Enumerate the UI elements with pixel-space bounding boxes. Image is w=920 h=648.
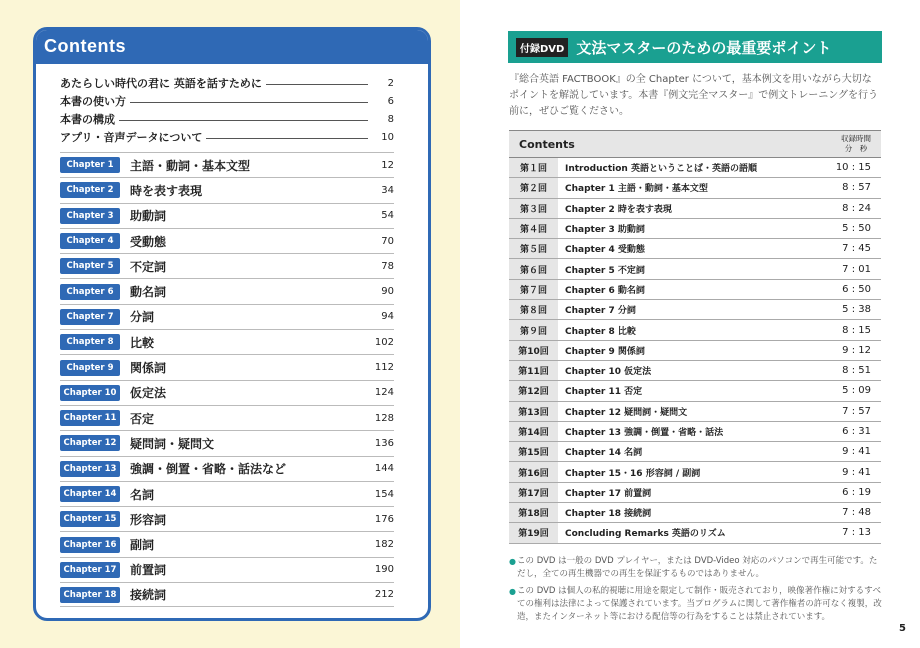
chapter-badge: Chapter 2 xyxy=(60,182,120,198)
chapter-page: 94 xyxy=(381,311,394,323)
chapter-title: 強調・倒置・省略・話法など xyxy=(130,462,287,477)
table-row[interactable] xyxy=(509,300,881,320)
chapter-row[interactable] xyxy=(60,203,394,228)
table-row[interactable] xyxy=(509,381,881,401)
episode-title: Introduction 英語ということば・英語の語順 xyxy=(565,164,757,175)
chapter-title: 時を表す表現 xyxy=(130,183,203,198)
chapter-page: 34 xyxy=(381,184,394,196)
chapter-page: 112 xyxy=(374,362,394,374)
episode-title: Chapter 2 時を表す表現 xyxy=(565,204,672,215)
chapter-title: 分詞 xyxy=(130,310,155,325)
episode-time: 8 : 51 xyxy=(842,365,871,377)
intro-item[interactable]: あたらしい時代の君に 英語を話すために 2 xyxy=(60,77,394,90)
dvd-title: 文法マスターのための最重要ポイント xyxy=(576,38,832,57)
contents-heading: Contents xyxy=(36,30,428,64)
episode-time: 7 : 13 xyxy=(842,527,871,539)
episode-number: 第３回 xyxy=(509,199,559,218)
episode-number: 第14回 xyxy=(509,422,559,441)
chapter-title: 関係詞 xyxy=(130,361,167,376)
chapter-title: 疑問詞・疑問文 xyxy=(130,436,215,451)
chapter-title: 名詞 xyxy=(130,487,155,502)
table-row[interactable] xyxy=(509,361,881,381)
chapter-page: 190 xyxy=(374,564,394,576)
table-row[interactable] xyxy=(509,280,881,300)
chapter-page: 90 xyxy=(381,286,394,298)
contents-card xyxy=(33,27,431,621)
episode-number: 第11回 xyxy=(509,361,559,380)
bullet-icon: ● xyxy=(509,587,516,596)
table-header xyxy=(509,130,881,158)
episode-title: Chapter 5 不定詞 xyxy=(565,265,645,276)
chapter-row[interactable] xyxy=(60,506,394,531)
chapter-title: 比較 xyxy=(130,335,155,350)
episode-number: 第４回 xyxy=(509,219,559,238)
episode-title: Chapter 11 否定 xyxy=(565,387,643,398)
chapter-badge: Chapter 1 xyxy=(60,157,120,173)
chapter-title: 形容詞 xyxy=(130,512,167,527)
chapter-page: 136 xyxy=(374,437,394,449)
episode-title: Chapter 12 疑問詞・疑問文 xyxy=(565,407,688,418)
table-row[interactable] xyxy=(509,422,881,442)
episode-time: 6 : 19 xyxy=(842,486,871,498)
chapter-row[interactable] xyxy=(60,557,394,582)
chapter-title: 副詞 xyxy=(130,538,155,553)
page-number: 5 xyxy=(899,623,906,634)
intro-item[interactable]: 本書の使い方 6 xyxy=(60,95,394,108)
episode-time: 5 : 38 xyxy=(842,304,871,316)
episode-title: Chapter 8 比較 xyxy=(565,326,636,337)
bullet-icon: ● xyxy=(509,557,516,566)
table-row[interactable] xyxy=(509,523,881,543)
episode-number: 第７回 xyxy=(509,280,559,299)
episode-time: 5 : 50 xyxy=(842,223,871,235)
chapter-badge: Chapter 3 xyxy=(60,208,120,224)
episode-number: 第18回 xyxy=(509,503,559,522)
chapter-row[interactable] xyxy=(60,354,394,379)
episode-title: Chapter 17 前置詞 xyxy=(565,488,652,499)
episode-title: Chapter 6 動名詞 xyxy=(565,285,645,296)
table-row[interactable] xyxy=(509,239,881,259)
episode-time: 8 : 15 xyxy=(842,324,871,336)
episode-number: 第５回 xyxy=(509,239,559,258)
chapter-list xyxy=(60,152,394,607)
chapter-row[interactable] xyxy=(60,152,394,177)
episode-number: 第９回 xyxy=(509,320,559,339)
dvd-notes xyxy=(509,555,883,628)
chapter-page: 54 xyxy=(381,210,394,222)
episode-number: 第６回 xyxy=(509,259,559,278)
episode-title: Chapter 4 受動態 xyxy=(565,245,645,256)
episode-number: 第19回 xyxy=(509,523,559,542)
intro-item[interactable]: アプリ・音声データについて 10 xyxy=(60,131,394,144)
table-header-title: Contents xyxy=(519,137,575,151)
chapter-title: 否定 xyxy=(130,411,155,426)
dvd-title-bar xyxy=(508,31,882,63)
chapter-badge: Chapter 7 xyxy=(60,309,120,325)
chapter-badge: Chapter 8 xyxy=(60,334,120,350)
episode-title: Chapter 18 接続詞 xyxy=(565,509,652,520)
table-row[interactable] xyxy=(509,483,881,503)
episode-number: 第15回 xyxy=(509,442,559,461)
chapter-page: 154 xyxy=(374,488,394,500)
episode-number: 第１回 xyxy=(509,158,559,177)
episode-number: 第10回 xyxy=(509,341,559,360)
chapter-badge: Chapter 10 xyxy=(60,385,120,401)
chapter-page: 182 xyxy=(374,539,394,551)
chapter-page: 176 xyxy=(374,513,394,525)
episode-title: Chapter 9 関係詞 xyxy=(565,346,645,357)
episode-time: 7 : 01 xyxy=(842,263,871,275)
chapter-title: 前置詞 xyxy=(130,563,167,578)
chapter-row[interactable] xyxy=(60,405,394,430)
chapter-page: 128 xyxy=(374,412,394,424)
table-row[interactable] xyxy=(509,462,881,482)
chapter-page: 212 xyxy=(374,589,394,601)
chapter-badge: Chapter 5 xyxy=(60,258,120,274)
chapter-page: 78 xyxy=(381,260,394,272)
chapter-badge: Chapter 15 xyxy=(60,511,120,527)
chapter-row[interactable] xyxy=(60,228,394,253)
right-page xyxy=(460,0,920,648)
episode-time: 6 : 50 xyxy=(842,283,871,295)
chapter-row[interactable] xyxy=(60,481,394,506)
episode-time: 7 : 48 xyxy=(842,507,871,519)
episode-time: 5 : 09 xyxy=(842,385,871,397)
dvd-contents-table xyxy=(509,130,881,544)
chapter-title: 不定詞 xyxy=(130,259,167,274)
chapter-title: 受動態 xyxy=(130,234,167,249)
chapter-title: 助動詞 xyxy=(130,209,167,224)
chapter-badge: Chapter 9 xyxy=(60,360,120,376)
note-item: ● この DVD は一般の DVD プレイヤー，または DVD-Video 対応のパソコンで再生可能です。ただし，全ての再生機器での再生を保証するものではありません。 xyxy=(509,556,878,579)
intro-list xyxy=(60,74,394,146)
chapter-row[interactable] xyxy=(60,456,394,481)
table-row[interactable] xyxy=(509,442,881,462)
chapter-page: 70 xyxy=(381,235,394,247)
episode-title: Chapter 7 分詞 xyxy=(565,306,636,317)
chapter-badge: Chapter 11 xyxy=(60,410,120,426)
dvd-tag: 付録DVD xyxy=(516,38,568,57)
chapter-row[interactable] xyxy=(60,329,394,354)
chapter-page: 12 xyxy=(381,159,394,171)
chapter-row[interactable] xyxy=(60,278,394,303)
table-row[interactable] xyxy=(509,199,881,219)
intro-item[interactable]: 本書の構成 8 xyxy=(60,113,394,126)
episode-title: Chapter 14 名詞 xyxy=(565,448,643,459)
chapter-title: 接続詞 xyxy=(130,588,167,603)
chapter-title: 動名詞 xyxy=(130,285,167,300)
chapter-row[interactable] xyxy=(60,531,394,556)
episode-time: 8 : 24 xyxy=(842,202,871,214)
table-row[interactable] xyxy=(509,178,881,198)
table-row[interactable] xyxy=(509,158,881,178)
note-item: ● この DVD は個人の私的視聴に用途を限定して制作・販売されており，映像著作権に対するすべての権利は法律によって保護されています。当プログラムに関して著作権者の許可なく複製，改造，またインターネット等における配信等の行為をすることは禁止されています。 xyxy=(509,586,882,622)
table-row[interactable] xyxy=(509,341,881,361)
table-row[interactable] xyxy=(509,402,881,422)
episode-title: Chapter 10 仮定法 xyxy=(565,367,652,378)
chapter-badge: Chapter 4 xyxy=(60,233,120,249)
episode-time: 6 : 31 xyxy=(842,426,871,437)
chapter-page: 102 xyxy=(374,336,394,348)
table-row[interactable] xyxy=(509,219,881,239)
episode-number: 第13回 xyxy=(509,402,559,421)
table-row[interactable] xyxy=(509,320,881,340)
episode-number: 第２回 xyxy=(509,178,559,197)
table-header-time: 収録時間 分 秒 xyxy=(841,134,871,153)
chapter-page: 144 xyxy=(374,463,394,475)
chapter-title: 仮定法 xyxy=(130,386,167,401)
episode-time: 7 : 57 xyxy=(842,405,871,417)
episode-number: 第８回 xyxy=(509,300,559,319)
episode-time: 9 : 41 xyxy=(842,446,871,458)
chapter-badge: Chapter 17 xyxy=(60,562,120,578)
chapter-row[interactable] xyxy=(60,430,394,455)
chapter-row[interactable] xyxy=(60,582,394,607)
chapter-badge: Chapter 14 xyxy=(60,486,120,502)
episode-time: 8 : 57 xyxy=(842,182,871,194)
chapter-row[interactable] xyxy=(60,177,394,202)
episode-title: Chapter 3 助動詞 xyxy=(565,225,645,236)
episode-time: 9 : 41 xyxy=(842,466,871,478)
chapter-badge: Chapter 18 xyxy=(60,587,120,603)
chapter-row[interactable] xyxy=(60,380,394,405)
chapter-row[interactable] xyxy=(60,253,394,278)
table-row[interactable] xyxy=(509,259,881,279)
episode-number: 第16回 xyxy=(509,462,559,481)
chapter-badge: Chapter 16 xyxy=(60,537,120,553)
episode-title: Chapter 13 強調・倒置・省略・話法 xyxy=(565,428,724,438)
chapter-badge: Chapter 12 xyxy=(60,435,120,451)
episode-title: Concluding Remarks 英語のリズム xyxy=(565,529,726,540)
episode-title: Chapter 15・16 形容詞 / 副詞 xyxy=(565,468,701,479)
episode-number: 第17回 xyxy=(509,483,559,502)
chapter-badge: Chapter 13 xyxy=(60,461,120,477)
chapter-badge: Chapter 6 xyxy=(60,284,120,300)
episode-title: Chapter 1 主語・動詞・基本文型 xyxy=(565,184,708,195)
chapter-page: 124 xyxy=(374,387,394,399)
table-row[interactable] xyxy=(509,503,881,523)
chapter-row[interactable] xyxy=(60,304,394,329)
episode-time: 10 : 15 xyxy=(835,162,871,174)
dvd-description: 『総合英語 FACTBOOK』の全 Chapter について，基本例文を用いながら大切なポイントを解説しています。本書『例文完全マスター』で例文トレーニングを行う前に，ぜひご覧ください。 xyxy=(509,74,878,117)
episode-time: 9 : 12 xyxy=(842,344,871,356)
chapter-title: 主語・動詞・基本文型 xyxy=(130,158,251,173)
episode-time: 7 : 45 xyxy=(842,243,871,255)
episode-number: 第12回 xyxy=(509,381,559,400)
